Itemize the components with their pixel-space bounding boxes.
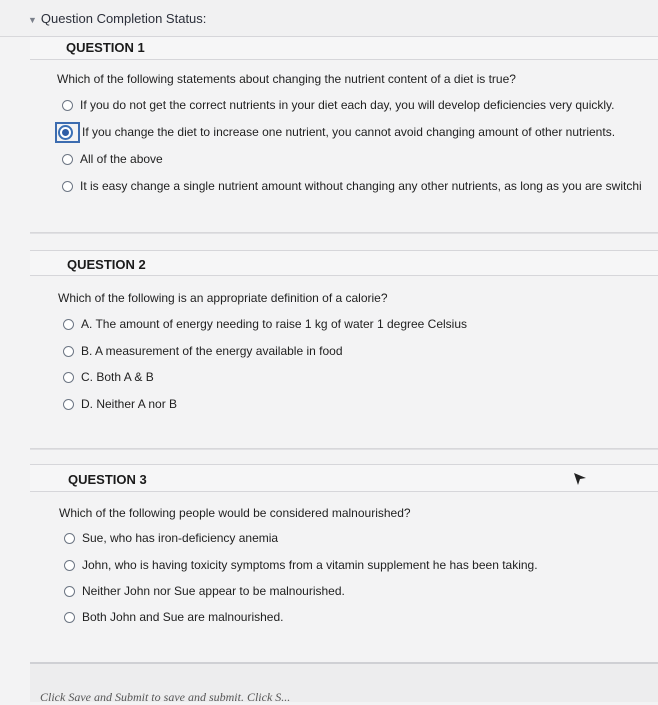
q2-option-b[interactable] xyxy=(63,342,343,360)
mouse-cursor-icon xyxy=(573,472,587,486)
q3-option-4[interactable] xyxy=(64,608,283,626)
completion-status-label: Question Completion Status: xyxy=(40,11,207,26)
q2-option-d[interactable] xyxy=(63,395,177,413)
q2-option-c[interactable] xyxy=(63,368,154,386)
option-label: If you do not get the correct nutrients in your diet each day, you will develop deficiencies very quickly. xyxy=(80,98,615,112)
question-2-text: Which of the following is an appropriate definition of a calorie? xyxy=(58,291,388,305)
selected-option-focus xyxy=(55,122,80,143)
radio-button[interactable] xyxy=(64,533,75,544)
radio-button[interactable] xyxy=(64,560,75,571)
radio-button[interactable] xyxy=(62,100,73,111)
question-3-text: Which of the following people would be considered malnourished? xyxy=(59,506,411,520)
completion-status-bar[interactable] xyxy=(0,0,658,37)
option-label: Neither John nor Sue appear to be malnourished. xyxy=(82,584,345,598)
option-label: A. The amount of energy needing to raise 1 kg of water 1 degree Celsius xyxy=(81,317,468,331)
option-label: B. A measurement of the energy available in food xyxy=(81,344,343,358)
q3-option-1[interactable] xyxy=(64,529,278,547)
save-submit-footer xyxy=(30,662,658,702)
option-label: Sue, who has iron-deficiency anemia xyxy=(82,531,279,545)
radio-button-selected[interactable] xyxy=(58,125,73,140)
q3-option-2[interactable] xyxy=(64,556,538,574)
q2-option-a[interactable] xyxy=(63,315,467,333)
option-label: Both John and Sue are malnourished. xyxy=(82,610,284,624)
option-label: It is easy change a single nutrient amount without changing any other nutrients, as long as you are switchi xyxy=(80,179,642,193)
expand-arrow-icon: ▼ xyxy=(28,15,37,25)
radio-button[interactable] xyxy=(63,372,74,383)
question-3-title: QUESTION 3 xyxy=(68,472,147,487)
question-divider xyxy=(30,232,658,234)
q1-option-4[interactable] xyxy=(62,177,642,195)
radio-button[interactable] xyxy=(63,319,74,330)
radio-button[interactable] xyxy=(62,154,73,165)
radio-button[interactable] xyxy=(64,586,75,597)
radio-button[interactable] xyxy=(64,612,75,623)
question-divider xyxy=(30,448,658,450)
q1-option-2[interactable] xyxy=(59,123,615,141)
q1-option-3[interactable] xyxy=(62,150,163,168)
q3-option-3[interactable] xyxy=(64,582,345,600)
radio-button[interactable] xyxy=(63,399,74,410)
radio-button[interactable] xyxy=(62,181,73,192)
question-1-text: Which of the following statements about changing the nutrient content of a diet is true? xyxy=(57,72,516,86)
option-label: John, who is having toxicity symptoms from a vitamin supplement he has been taking. xyxy=(82,558,538,572)
completion-status-toggle[interactable] xyxy=(28,11,206,26)
option-label: All of the above xyxy=(80,152,163,166)
option-label: C. Both A & B xyxy=(81,370,154,384)
question-1-title: QUESTION 1 xyxy=(66,40,145,55)
option-label: D. Neither A nor B xyxy=(81,397,178,411)
radio-button[interactable] xyxy=(63,346,74,357)
question-2-title: QUESTION 2 xyxy=(67,257,146,272)
option-label: If you change the diet to increase one nutrient, you cannot avoid changing amount of other nutrients. xyxy=(82,125,616,139)
footer-instructions: Click Save and Submit to save and submit. Click S... xyxy=(40,690,291,704)
q1-option-1[interactable] xyxy=(62,96,615,114)
